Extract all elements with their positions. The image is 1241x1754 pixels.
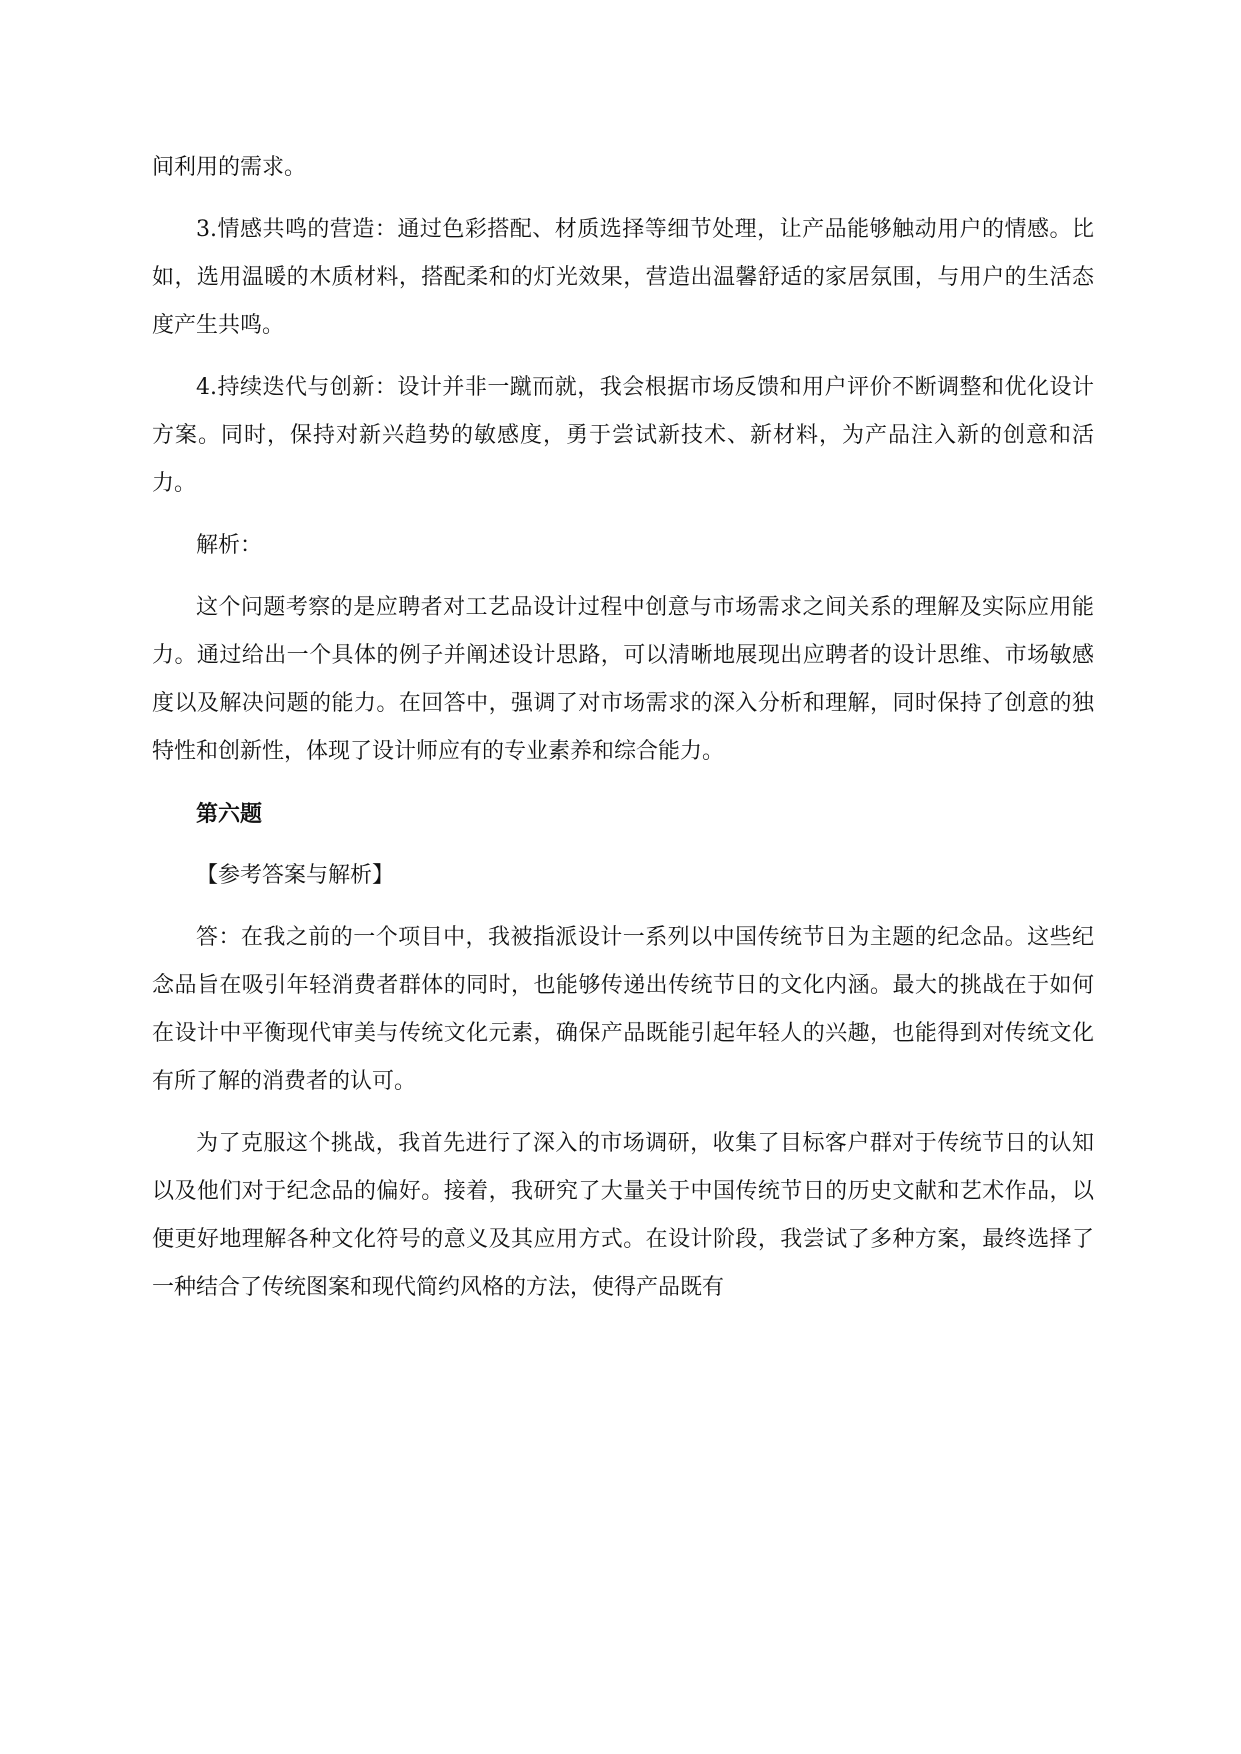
paragraph-analysis: 这个问题考察的是应聘者对工艺品设计过程中创意与市场需求之间关系的理解及实际应用能力。通过给出一个具体的例子并阐述设计思路，可以清晰地展现出应聘者的设计思维、市场敏感度以及解决问题的能力。在回答中，强调了对市场需求的深入分析和理解，同时保持了创意的独特性和创新性，体现了设计师应有的专业素养和综合能力。 bbox=[152, 595, 1094, 764]
paragraph-answer: 答：在我之前的一个项目中，我被指派设计一系列以中国传统节日为主题的纪念品。这些纪念品旨在吸引年轻消费者群体的同时，也能够传递出传统节日的文化内涵。最大的挑战在于如何在设计中平衡现代审美与传统文化元素，确保产品既能引起年轻人的兴趣，也能得到对传统文化有所了解的消费者的认可。 bbox=[152, 925, 1094, 1094]
reference-answer-label: 【参考答案与解析】 bbox=[196, 863, 395, 888]
paragraph-answer-continued: 为了克服这个挑战，我首先进行了深入的市场调研，收集了目标客户群对于传统节日的认知以及他们对于纪念品的偏好。接着，我研究了大量关于中国传统节日的历史文献和艺术作品，以便更好地理解各种文化符号的意义及其应用方式。在设计阶段，我尝试了多种方案，最终选择了一种结合了传统图案和现代简约风格的方法，使得产品既有 bbox=[152, 1131, 1094, 1300]
question-heading: 第六题 bbox=[196, 801, 263, 827]
paragraph-continuation: 间利用的需求。 bbox=[152, 155, 307, 180]
paragraph-iteration-innovation: 4.持续迭代与创新：设计并非一蹴而就，我会根据市场反馈和用户评价不断调整和优化设计方案。同时，保持对新兴趋势的敏感度，勇于尝试新技术、新材料，为产品注入新的创意和活力。 bbox=[152, 375, 1094, 496]
paragraph-emotional-resonance: 3.情感共鸣的营造：通过色彩搭配、材质选择等细节处理，让产品能够触动用户的情感。比如，选用温暖的木质材料，搭配柔和的灯光效果，营造出温馨舒适的家居氛围，与用户的生活态度产生共鸣。 bbox=[152, 217, 1094, 338]
analysis-label: 解析： bbox=[196, 533, 263, 558]
document-body bbox=[152, 144, 1094, 1326]
